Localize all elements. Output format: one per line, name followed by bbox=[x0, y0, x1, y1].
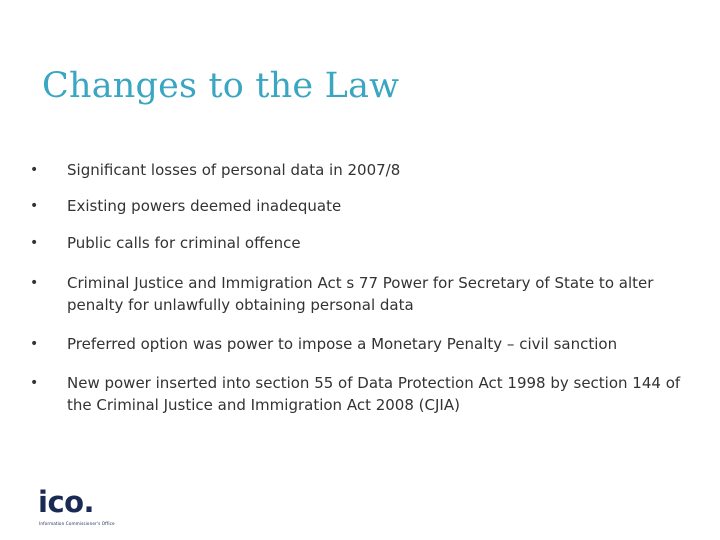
logo-wordmark: ico. bbox=[38, 485, 95, 519]
bullet-dot: • bbox=[30, 275, 39, 291]
bullet-dot: • bbox=[30, 336, 39, 352]
bullet-text: Preferred option was power to impose a Monetary Penalty – civil sanction bbox=[67, 335, 618, 353]
bullet-dot: • bbox=[30, 375, 39, 391]
bullet-item bbox=[30, 195, 680, 217]
bullet-item bbox=[30, 372, 680, 416]
bullet-dot: • bbox=[30, 235, 39, 251]
bullet-dot: • bbox=[30, 198, 39, 214]
bullet-text: Public calls for criminal offence bbox=[67, 234, 301, 252]
bullet-item bbox=[30, 159, 680, 181]
bullet-item bbox=[30, 232, 680, 254]
bullet-item bbox=[30, 272, 680, 316]
bullet-text: New power inserted into section 55 of Data Protection Act 1998 by section 144 of the Criminal Justice and Immigration Act 2008 (CJIA) bbox=[67, 374, 681, 414]
bullet-text: Existing powers deemed inadequate bbox=[67, 197, 342, 215]
bullet-text: Significant losses of personal data in 2007/8 bbox=[67, 161, 401, 179]
bullet-dot: • bbox=[30, 162, 39, 178]
bullet-text: Criminal Justice and Immigration Act s 77 Power for Secretary of State to alter penalty for unlawfully obtaining personal data bbox=[67, 274, 654, 314]
ico-logo bbox=[38, 485, 118, 530]
slide-title: Changes to the Law bbox=[42, 66, 400, 106]
logo-subtitle: Information Commissioner's Office bbox=[39, 521, 115, 526]
bullet-item bbox=[30, 333, 680, 355]
